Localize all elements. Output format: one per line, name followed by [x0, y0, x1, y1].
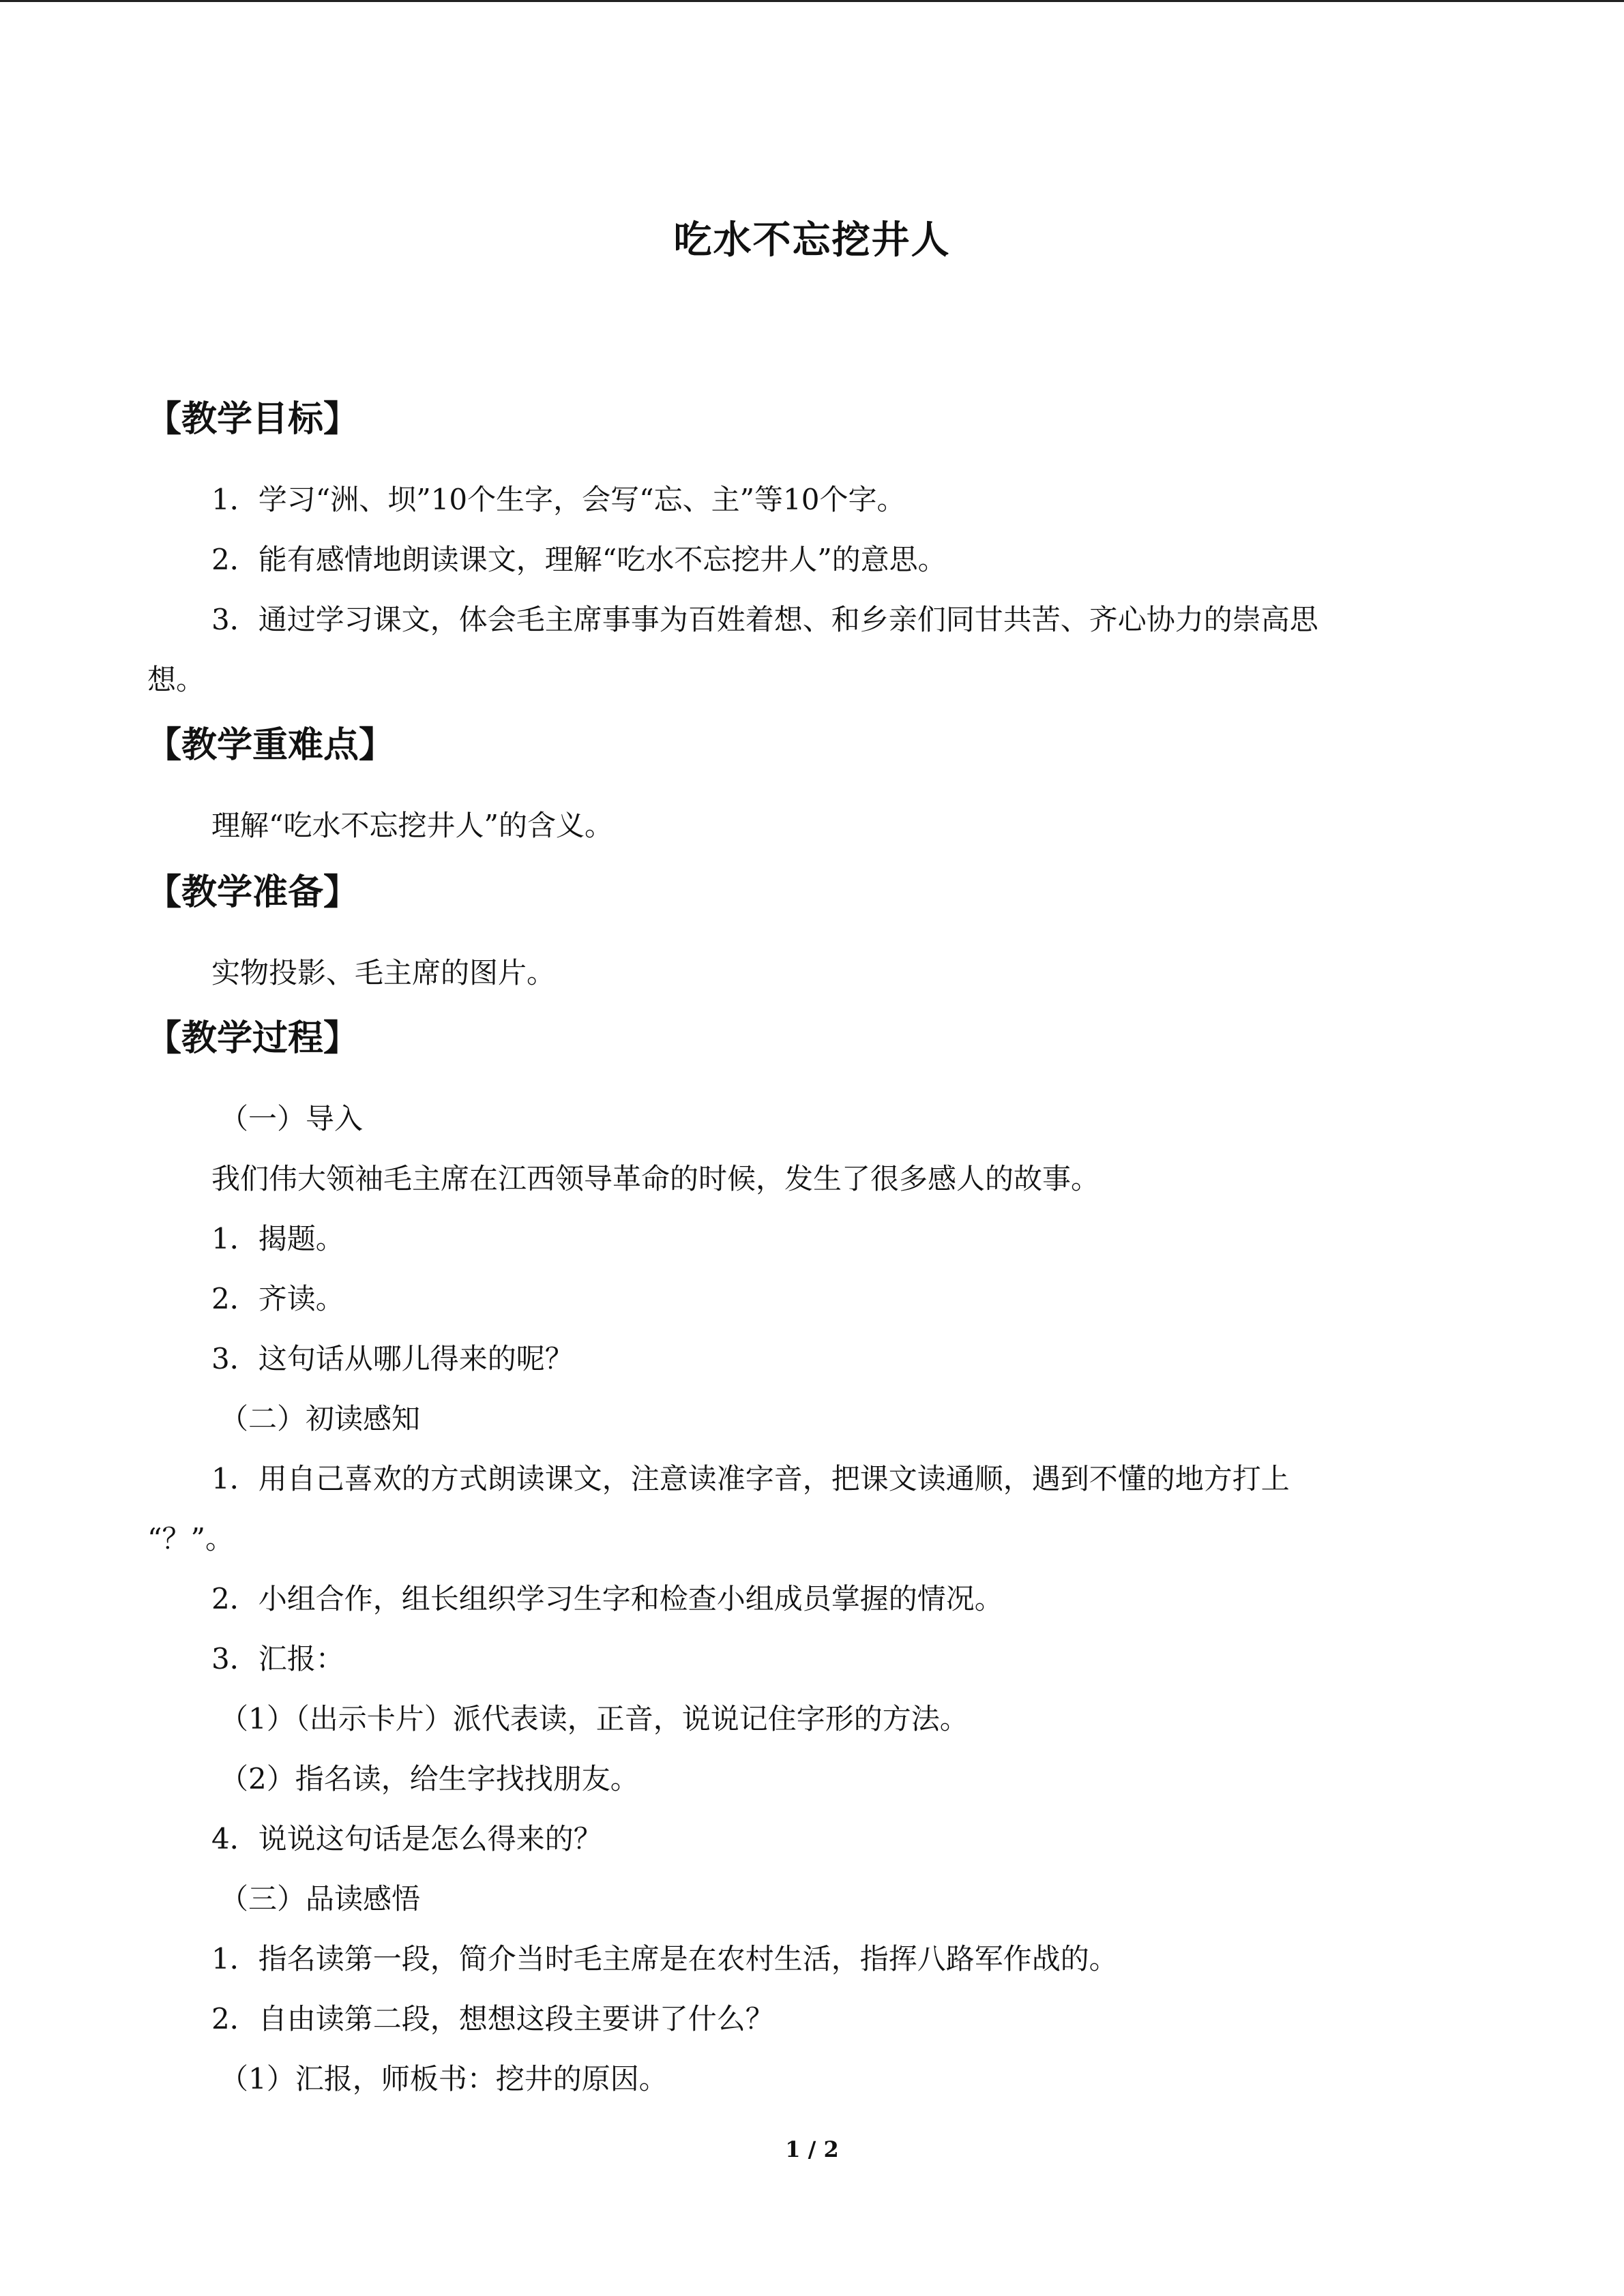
- key-points-text: 理解“吃水不忘挖井人”的含义。: [211, 809, 613, 842]
- process-reading-heading: （二）初读感知: [220, 1402, 421, 1435]
- document-title: 吃水不忘挖井人: [673, 218, 951, 263]
- page-number: 1 / 2: [785, 2136, 839, 2162]
- objective-3: 3．通过学习课文，体会毛主席事事为百姓着想、和乡亲们同甘共苦、齐心协力的崇高思: [211, 603, 1318, 636]
- intro-step-3: 3．这句话从哪儿得来的呢？: [211, 1342, 574, 1375]
- reading-step-1-continued: “？”。: [147, 1522, 234, 1555]
- reading-step-4: 4．说说这句话是怎么得来的？: [211, 1822, 602, 1855]
- process-intro-text: 我们伟大领袖毛主席在江西领导革命的时候，发生了很多感人的故事。: [211, 1162, 1100, 1195]
- appreciation-step-2: 2．自由读第二段，想想这段主要讲了什么？: [211, 2002, 774, 2036]
- heading-preparation: 【教学准备】: [146, 872, 359, 913]
- reading-step-2: 2．小组合作，组长组织学习生字和检查小组成员掌握的情况。: [211, 1582, 1003, 1615]
- preparation-text: 实物投影、毛主席的图片。: [211, 956, 556, 989]
- process-intro-heading: （一）导入: [220, 1102, 364, 1135]
- appreciation-step-2-sub-1: （1）汇报，师板书：挖井的原因。: [220, 2062, 668, 2096]
- intro-step-2: 2．齐读。: [211, 1282, 344, 1315]
- intro-step-1: 1．揭题。: [211, 1222, 344, 1255]
- heading-key-points: 【教学重难点】: [146, 725, 395, 766]
- heading-objectives: 【教学目标】: [146, 399, 359, 440]
- reading-step-1: 1．用自己喜欢的方式朗读课文，注意读准字音，把课文读通顺，遇到不懂的地方打上: [211, 1462, 1290, 1495]
- reading-step-3-sub-2: （2）指名读，给生字找找朋友。: [220, 1762, 639, 1795]
- reading-step-3-sub-1: （1）（出示卡片）派代表读，正音，说说记住字形的方法。: [220, 1702, 969, 1735]
- appreciation-step-1: 1．指名读第一段，简介当时毛主席是在农村生活，指挥八路军作战的。: [211, 1942, 1118, 1976]
- process-appreciation-heading: （三）品读感悟: [220, 1882, 421, 1915]
- heading-process: 【教学过程】: [146, 1018, 359, 1059]
- objective-2: 2．能有感情地朗读课文，理解“吃水不忘挖井人”的意思。: [211, 543, 947, 576]
- reading-step-3: 3．汇报：: [211, 1642, 344, 1675]
- objective-3-continued: 想。: [147, 663, 205, 696]
- objective-1: 1．学习“洲、坝”10个生字，会写“忘、主”等10个字。: [211, 483, 906, 516]
